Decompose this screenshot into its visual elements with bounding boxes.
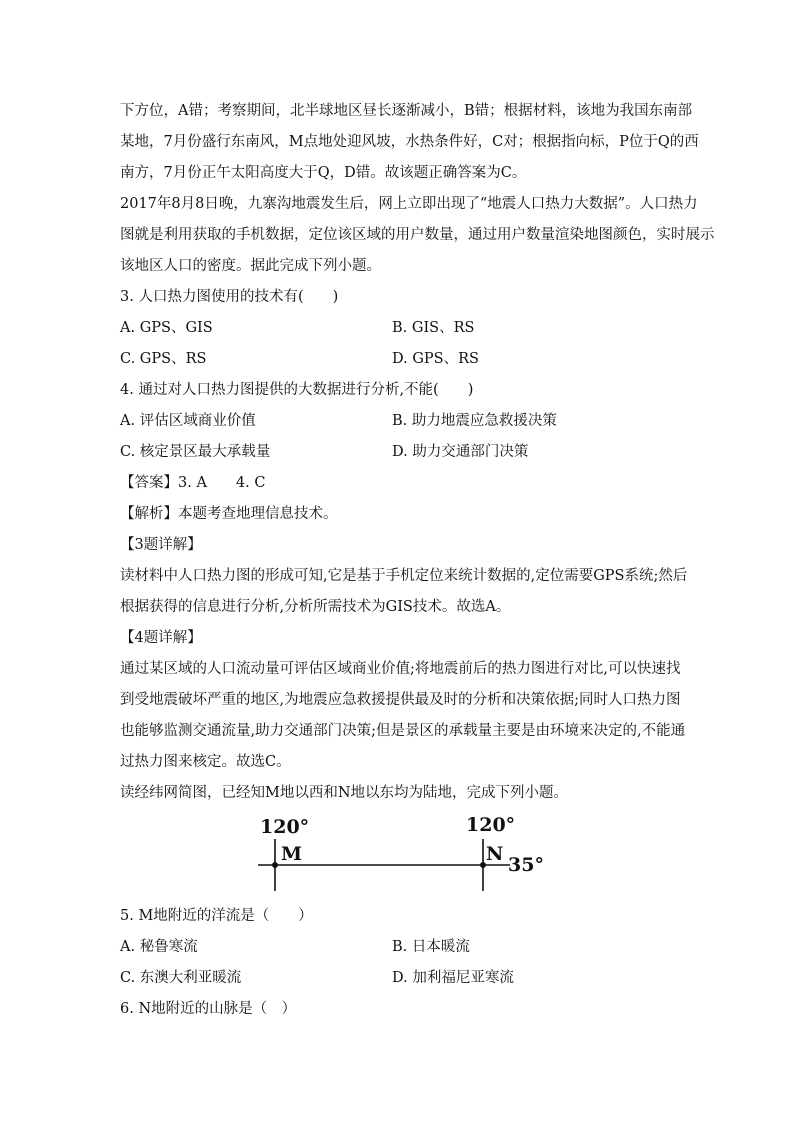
- question-4-options-row-1: [120, 406, 680, 437]
- option-4d: D. 助力交通部门决策: [392, 444, 529, 460]
- option-4b: B. 助力地震应急救援决策: [392, 413, 557, 429]
- option-5a: A. 秘鲁寒流: [120, 939, 198, 955]
- question-3-stem: 3. 人口热力图使用的技术有( ): [120, 289, 339, 305]
- latitude-label: 35°: [508, 854, 544, 876]
- text-line: 南方，7月份正午太阳高度大于Q，D错。故该题正确答案为C。: [120, 165, 527, 181]
- option-4a: A. 评估区域商业价值: [120, 413, 256, 429]
- answer-line: 【答案】3. A 4. C: [120, 475, 266, 491]
- detail-4-line: 过热力图来核定。故选C。: [120, 754, 291, 770]
- point-m-marker: [272, 862, 278, 868]
- right-longitude-label: 120°: [466, 814, 516, 836]
- option-5d: D. 加利福尼亚寒流: [392, 970, 514, 986]
- question-3-options-row-2: [120, 344, 680, 375]
- text-line: 图就是利用获取的手机数据，定位该区域的用户数量，通过用户数量渲染地图颜色，实时展示: [120, 227, 715, 243]
- question-6-stem: 6. N地附近的山脉是（ ）: [120, 1001, 297, 1017]
- text-line: 2017年8月8日晚，九寨沟地震发生后，网上立即出现了“地震人口热力大数据”。人口热力: [120, 196, 698, 212]
- analysis-line: 【解析】本题考查地理信息技术。: [120, 506, 338, 522]
- question-4-stem: 4. 通过对人口热力图提供的大数据进行分析,不能( ): [120, 382, 474, 398]
- left-longitude-label: 120°: [260, 816, 310, 838]
- option-4c: C. 核定景区最大承载量: [120, 444, 271, 460]
- text-line: 某地，7月份盛行东南风，M点地处迎风坡，水热条件好，C对；根据指向标，P位于Q的西: [120, 134, 699, 150]
- intro-5-6: 读经纬网简图，已经知M地以西和N地以东均为陆地，完成下列小题。: [120, 785, 569, 801]
- question-5-options-row-2: [120, 963, 680, 994]
- detail-3-heading: 【3题详解】: [120, 537, 202, 553]
- option-5c: C. 东澳大利亚暖流: [120, 970, 242, 986]
- question-5-stem: 5. M地附近的洋流是（ ）: [120, 908, 313, 924]
- detail-4-line: 通过某区域的人口流动量可评估区域商业价值;将地震前后的热力图进行对比,可以快速找: [120, 661, 681, 677]
- option-3c: C. GPS、RS: [120, 351, 207, 367]
- detail-3-line: 读材料中人口热力图的形成可知,它是基于手机定位来统计数据的,定位需要GPS系统;然后: [120, 568, 688, 584]
- detail-4-line: 也能够监测交通流量,助力交通部门决策;但是景区的承载量主要是由环境来决定的,不能通: [120, 723, 686, 739]
- text-line: 该地区人口的密度。据此完成下列小题。: [120, 258, 381, 274]
- question-4-options-row-2: [120, 437, 680, 468]
- option-3b: B. GIS、RS: [392, 320, 475, 336]
- point-m-label: M: [281, 843, 303, 865]
- option-3d: D. GPS、RS: [392, 351, 479, 367]
- document-page: [120, 96, 715, 1025]
- graticule-diagram: [120, 813, 680, 895]
- text-line: 下方位，A错；考察期间，北半球地区昼长逐渐减小，B错；根据材料，该地为我国东南部: [120, 103, 693, 119]
- option-3a: A. GPS、GIS: [120, 320, 213, 336]
- detail-4-line: 到受地震破坏严重的地区,为地震应急救援提供最及时的分析和决策依据;同时人口热力图: [120, 692, 681, 708]
- question-5-options-row-1: [120, 932, 680, 963]
- graticule-svg: [248, 813, 548, 895]
- point-n-label: N: [486, 843, 504, 865]
- option-5b: B. 日本暖流: [392, 939, 470, 955]
- detail-4-heading: 【4题详解】: [120, 630, 202, 646]
- question-3-options-row-1: [120, 313, 680, 344]
- detail-3-line: 根据获得的信息进行分析,分析所需技术为GIS技术。故选A。: [120, 599, 511, 615]
